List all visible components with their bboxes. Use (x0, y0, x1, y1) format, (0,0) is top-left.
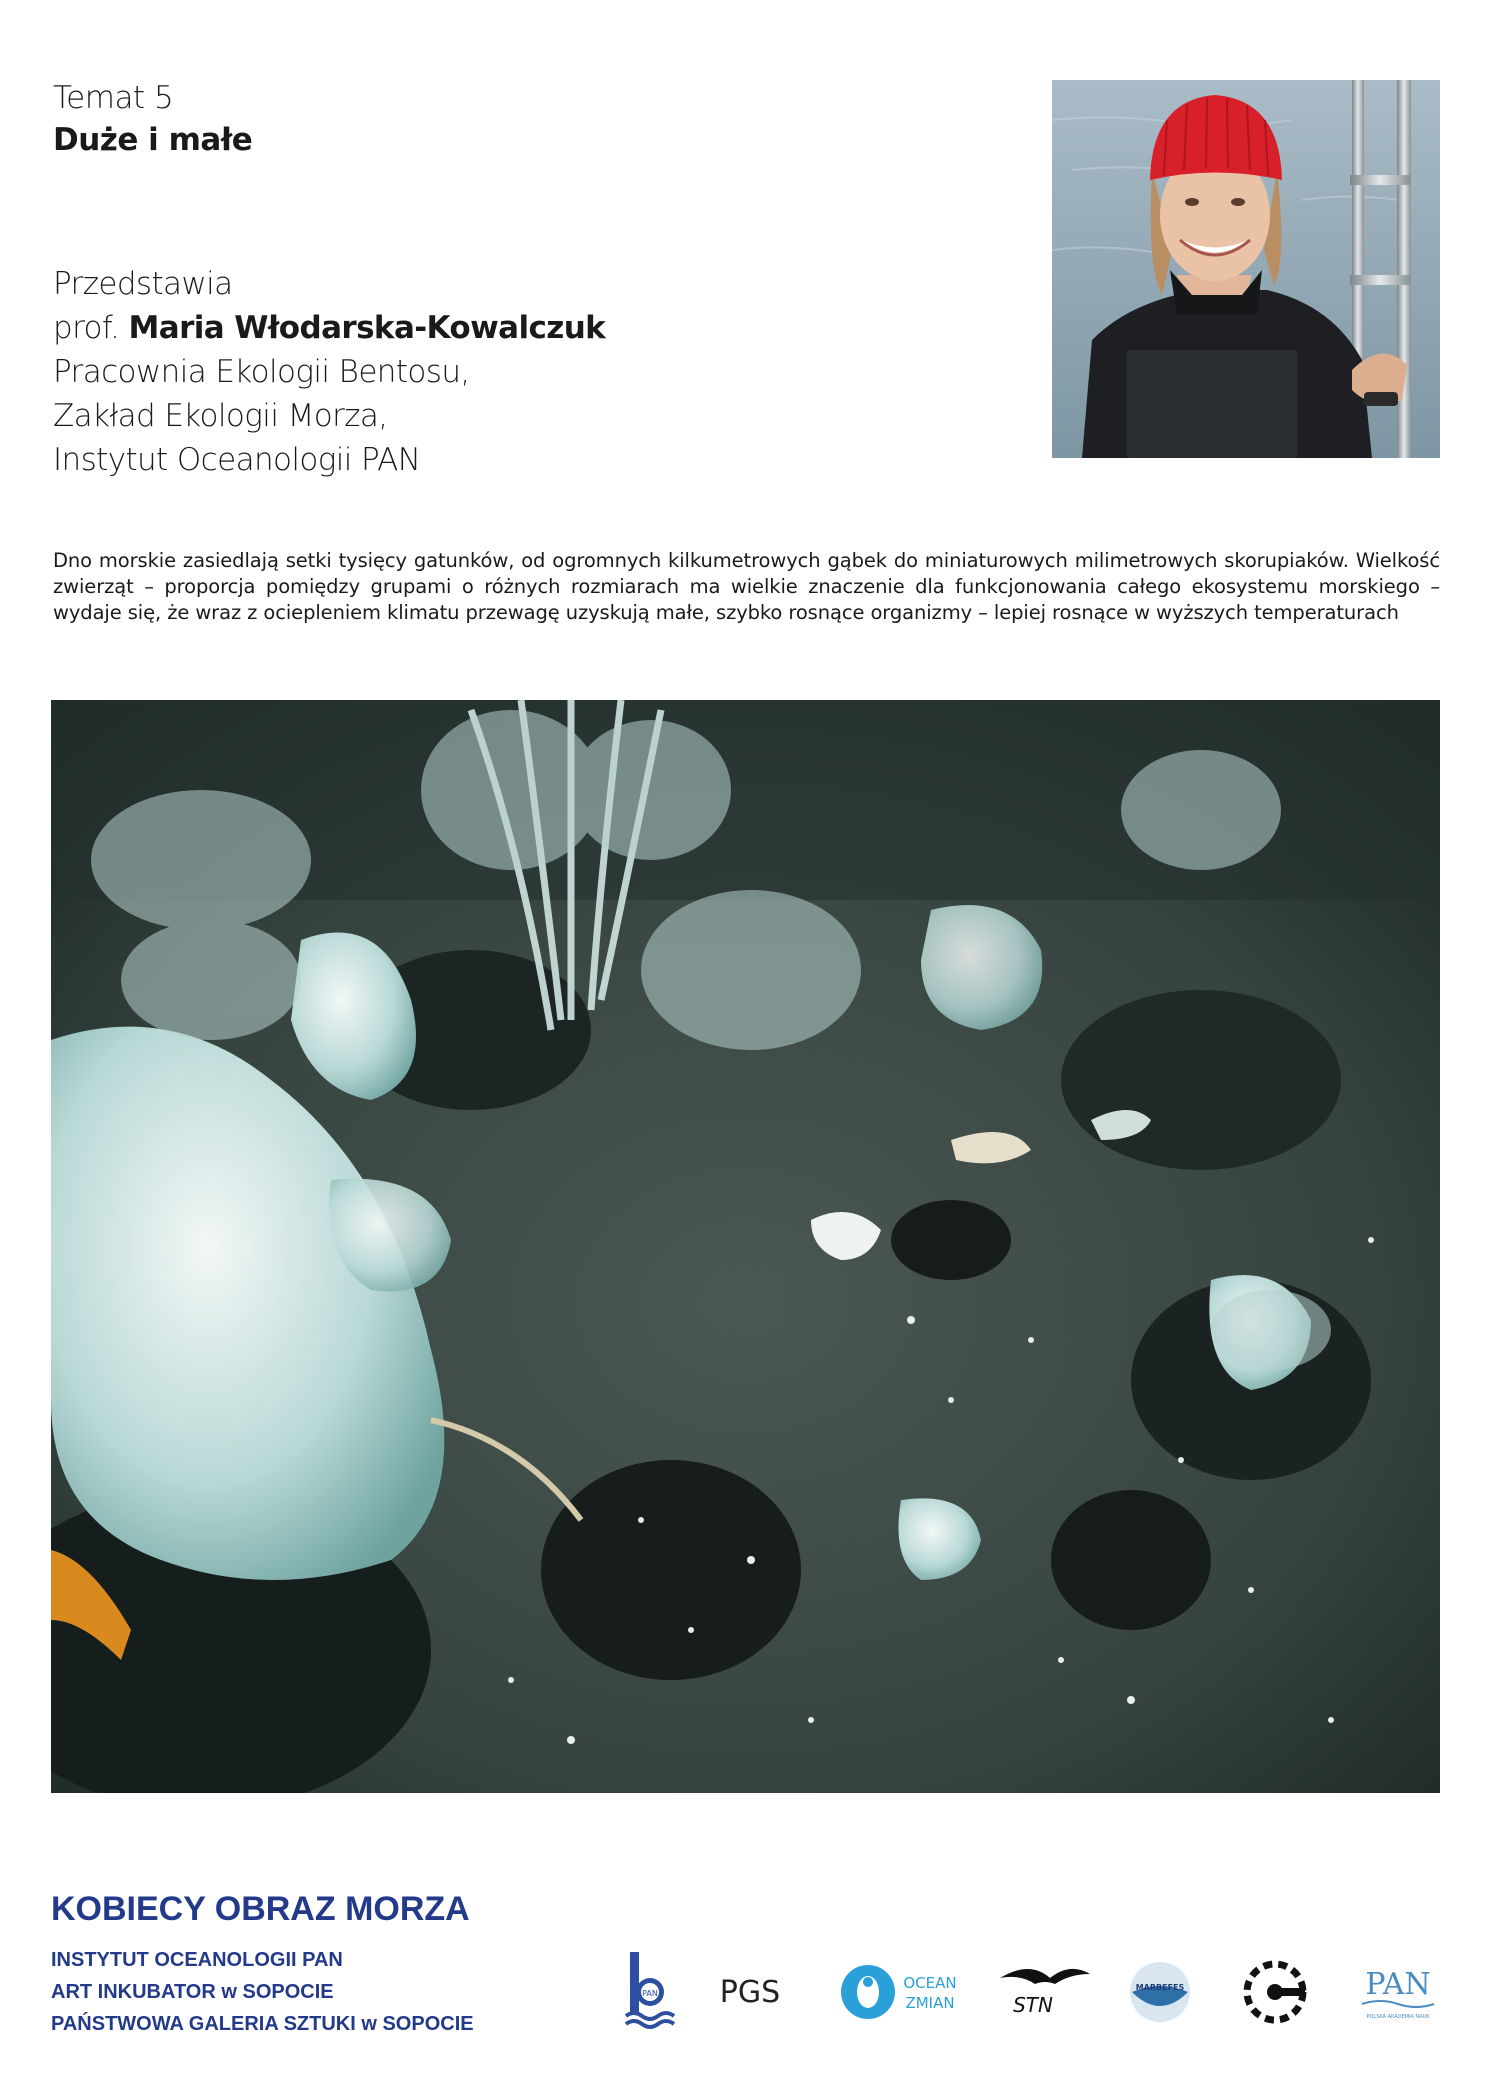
iopan-logo[interactable] (620, 1950, 680, 2030)
presenter-affiliation-2: Zakład Ekologii Morza, (53, 398, 388, 434)
presenter-affiliation-1: Pracownia Ekologii Bentosu, (53, 354, 470, 390)
art-inkubator-logo[interactable] (1235, 1950, 1315, 2030)
pan-logo-subtext: POLSKA AKADEMIA NAUK (1366, 2014, 1430, 2020)
presenter-name-line (53, 306, 605, 350)
pan-logo[interactable] (1350, 1950, 1445, 2030)
abstract-text: Dno morskie zasiedlają setki tysięcy gatunków, od ogromnych kilkumetrowych gąbek do miniaturowych milimetrowych skorupiaków. Wielkość zwierząt – proporcja pomiędzy grupami o różnych rozmiarach ma wielkie znaczenie dla funkcjonowania całego ekosystemu morskiego – wydaje się, że wraz z ociepleniem klimatu przewagę uzyskują małe, szybko rosnące organizmy – lepiej rosnące w wyższych temperaturach (53, 549, 1440, 624)
footer-line-pgs: PAŃSTWOWA GALERIA SZTUKI w SOPOCIE (51, 2013, 474, 2035)
stn-logo-text: STN (1013, 1993, 1053, 2017)
topic-label: Temat 5 (53, 80, 174, 116)
topic-title: Duże i małe (53, 122, 253, 158)
presenter-block (53, 262, 605, 482)
presenter-prefix: prof. (53, 310, 120, 346)
sponsor-logos (620, 1950, 1445, 2030)
presenter-name: Maria Włodarska-Kowalczuk (128, 310, 606, 346)
pgs-logo[interactable] (715, 1950, 785, 2030)
presenter-intro: Przedstawia (53, 266, 233, 302)
pgs-logo-text: PGS (719, 1975, 781, 2010)
ocean-logo-text-2: ZMIAN (905, 1994, 955, 2012)
seafloor-photo (51, 700, 1440, 1793)
footer-institutions (51, 1944, 474, 2040)
footer-title: KOBIECY OBRAZ MORZA (51, 1890, 470, 1928)
iopan-logo-text: PAN (642, 1989, 658, 1998)
presenter-affiliation-3: Instytut Oceanologii PAN (53, 442, 421, 478)
presenter-photo (1052, 80, 1440, 458)
marbefes-logo[interactable] (1120, 1950, 1200, 2030)
footer-line-iopan: INSTYTUT OCEANOLOGII PAN (51, 1949, 343, 1971)
footer-line-art-inkubator: ART INKUBATOR w SOPOCIE (51, 1981, 334, 2003)
pan-logo-text: PAN (1365, 1967, 1431, 2002)
ocean-zmian-logo[interactable] (840, 1950, 970, 2030)
marbefes-logo-text: MARBEFES (1135, 1983, 1185, 1992)
stn-logo[interactable] (995, 1950, 1095, 2030)
ocean-logo-text-1: OCEAN (903, 1974, 957, 1992)
